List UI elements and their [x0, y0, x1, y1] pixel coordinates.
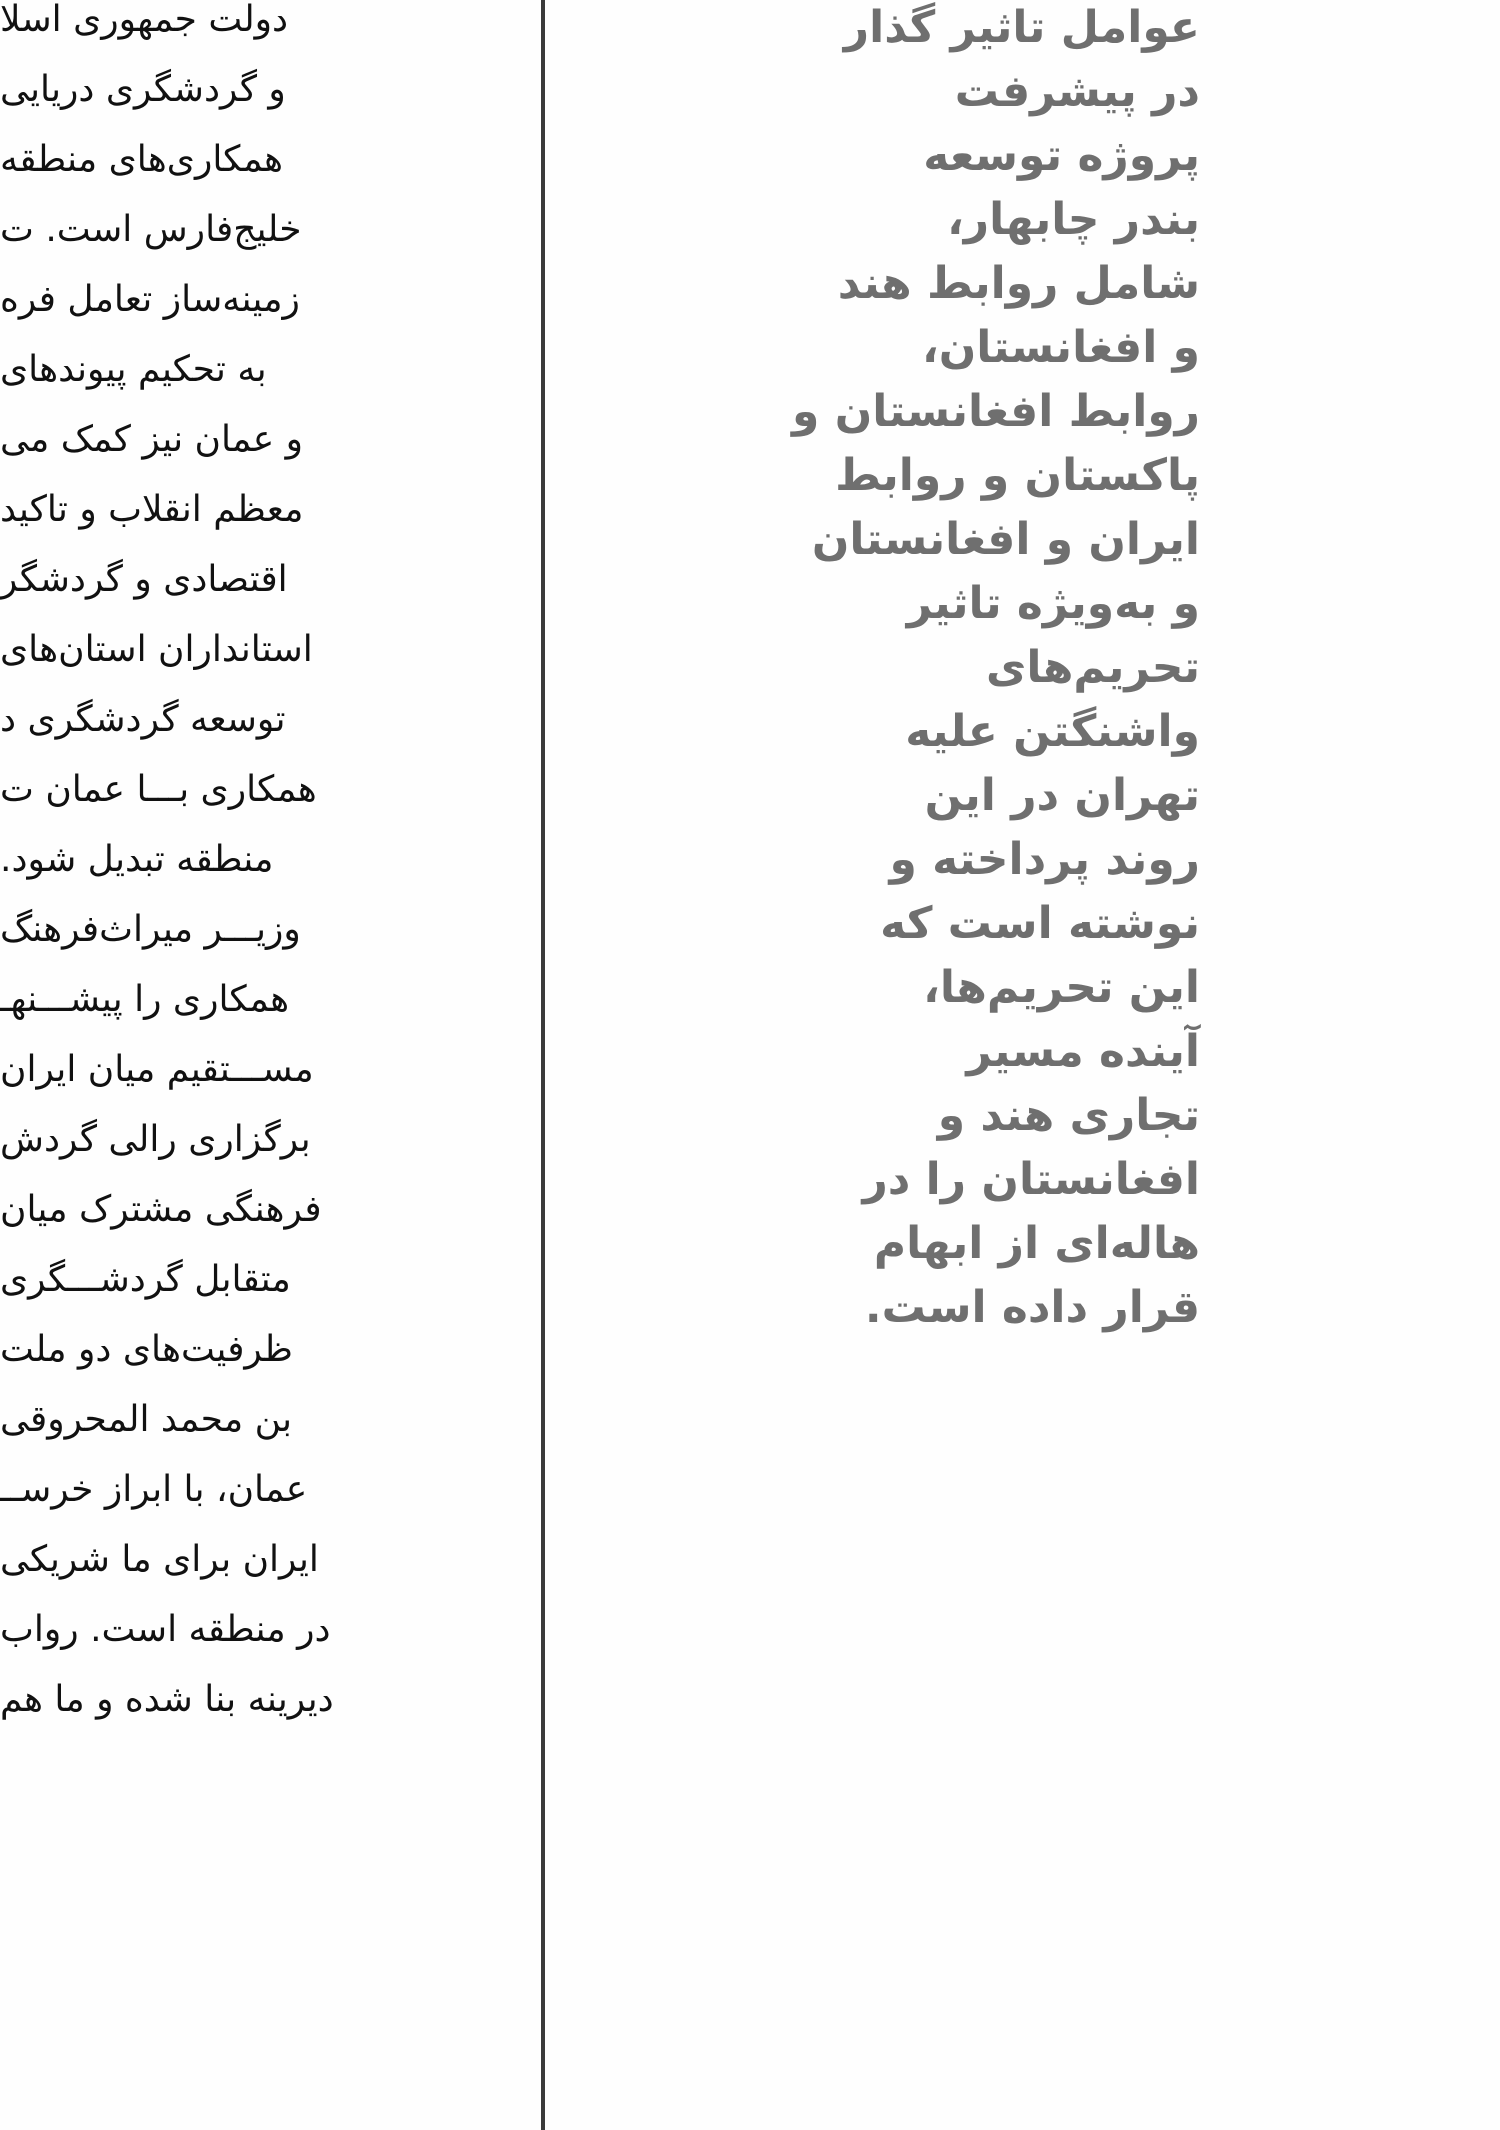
pull-quote	[780, 0, 1200, 1800]
left-body-line	[0, 622, 386, 692]
left-body-line	[0, 1462, 386, 1532]
left-body-line	[0, 132, 386, 202]
pull-quote-line: این تحریم‌ها،	[923, 962, 1200, 1013]
line-text: اقتصادی و گردشگر	[0, 559, 288, 600]
pull-quote-line: هاله‌ای از ابهام	[873, 1218, 1200, 1269]
pull-quote-line: پاکستان و روابط	[835, 450, 1200, 501]
line-text: و گردشگری دریایی	[0, 69, 286, 110]
line-text: عمان، با ابراز خرســ	[0, 1469, 308, 1510]
pull-quote-line: روند پرداخته و	[889, 834, 1200, 885]
pull-quote-line: و به‌ویژه تاثیر	[906, 578, 1200, 629]
pull-quote-line: و افغانستان،	[922, 322, 1200, 373]
left-body-line	[0, 832, 386, 902]
line-text: استانداران استان‌های	[0, 629, 313, 670]
pull-quote-line: پروژه توسعه	[923, 130, 1200, 181]
column-divider-rule	[541, 0, 545, 2130]
pull-quote-line: تحریم‌های	[986, 642, 1200, 693]
left-body-line	[0, 272, 386, 342]
line-text: متقابل گردشـــگری	[0, 1259, 291, 1300]
pull-quote-line: شامل روابط هند	[837, 258, 1200, 309]
right-body-column	[1300, 0, 1500, 2130]
left-body-line	[0, 482, 386, 552]
left-body-line	[0, 412, 386, 482]
line-text: همکاری‌های منطقه	[0, 139, 283, 180]
line-text: منطقه تبدیل شود.	[0, 839, 274, 880]
line-text: همکاری بـــا عمان ت	[0, 769, 317, 810]
line-text: مســـتقیم میان ایران	[0, 1049, 314, 1090]
line-text: و عمان نیز کمک می	[0, 419, 304, 460]
left-body-line	[0, 342, 386, 412]
left-body-line	[0, 1532, 386, 1602]
left-body-line	[0, 1672, 386, 1742]
line-text: وزیـــر میراث‌فرهنگ	[0, 909, 301, 950]
left-body-line	[0, 62, 386, 132]
line-text: فرهنگی مشترک میان	[0, 1189, 322, 1230]
pull-quote-line: ایران و افغانستان	[811, 514, 1200, 565]
line-text: توسعه گردشگری د	[0, 699, 286, 740]
pull-quote-line: بندر چابهار،	[947, 194, 1200, 245]
left-body-line	[0, 972, 386, 1042]
left-body-line	[0, 0, 386, 62]
pull-quote-line: قرار داده است.	[864, 1282, 1200, 1333]
line-text: بن محمد المحروقی	[0, 1399, 293, 1440]
line-text: برگزاری رالی گردش	[0, 1119, 311, 1160]
line-text: خلیج‌فارس است. ت	[0, 209, 302, 250]
line-text: زمینه‌ساز تعامل فره	[0, 279, 300, 320]
left-body-line	[0, 1322, 386, 1392]
left-body-line	[0, 902, 386, 972]
pull-quote-line: تجاری هند و	[937, 1090, 1200, 1141]
left-body-line	[0, 1112, 386, 1182]
pull-quote-line: آینده مسیر	[966, 1026, 1200, 1077]
left-body-line	[0, 552, 386, 622]
left-body-line	[0, 1392, 386, 1462]
line-text: به تحکیم پیوندهای	[0, 349, 267, 390]
left-body-line	[0, 762, 386, 832]
left-body-line	[0, 1252, 386, 1322]
line-text: دیرینه بنا شده و ما هم	[0, 1679, 334, 1720]
line-text: همکاری را پیشـــنهـ	[0, 979, 290, 1020]
left-body-line	[0, 1182, 386, 1252]
left-body-line	[0, 202, 386, 272]
line-text: دولت جمهوری اسلا	[0, 0, 289, 40]
line-text: ایران برای ما شریکی	[0, 1539, 319, 1580]
left-body-line	[0, 1602, 386, 1672]
left-body-line	[0, 692, 386, 762]
line-text: ظرفیت‌های دو ملت	[0, 1329, 293, 1370]
pull-quote-line: واشنگتن علیه	[905, 706, 1200, 757]
line-text: در منطقه است. رواب	[0, 1609, 331, 1650]
left-body-column	[0, 0, 386, 2130]
pull-quote-line: تهران در این	[924, 770, 1200, 821]
pull-quote-line: نوشته است که	[880, 898, 1200, 949]
pull-quote-line: عوامل تاثیر گذار	[843, 2, 1200, 53]
left-body-line	[0, 1042, 386, 1112]
line-text: معظم انقلاب و تاکید	[0, 489, 304, 530]
pull-quote-line: افغانستان را در	[862, 1154, 1200, 1205]
pull-quote-line: در پیشرفت	[954, 66, 1200, 117]
pull-quote-line: روابط افغانستان و	[792, 386, 1200, 437]
